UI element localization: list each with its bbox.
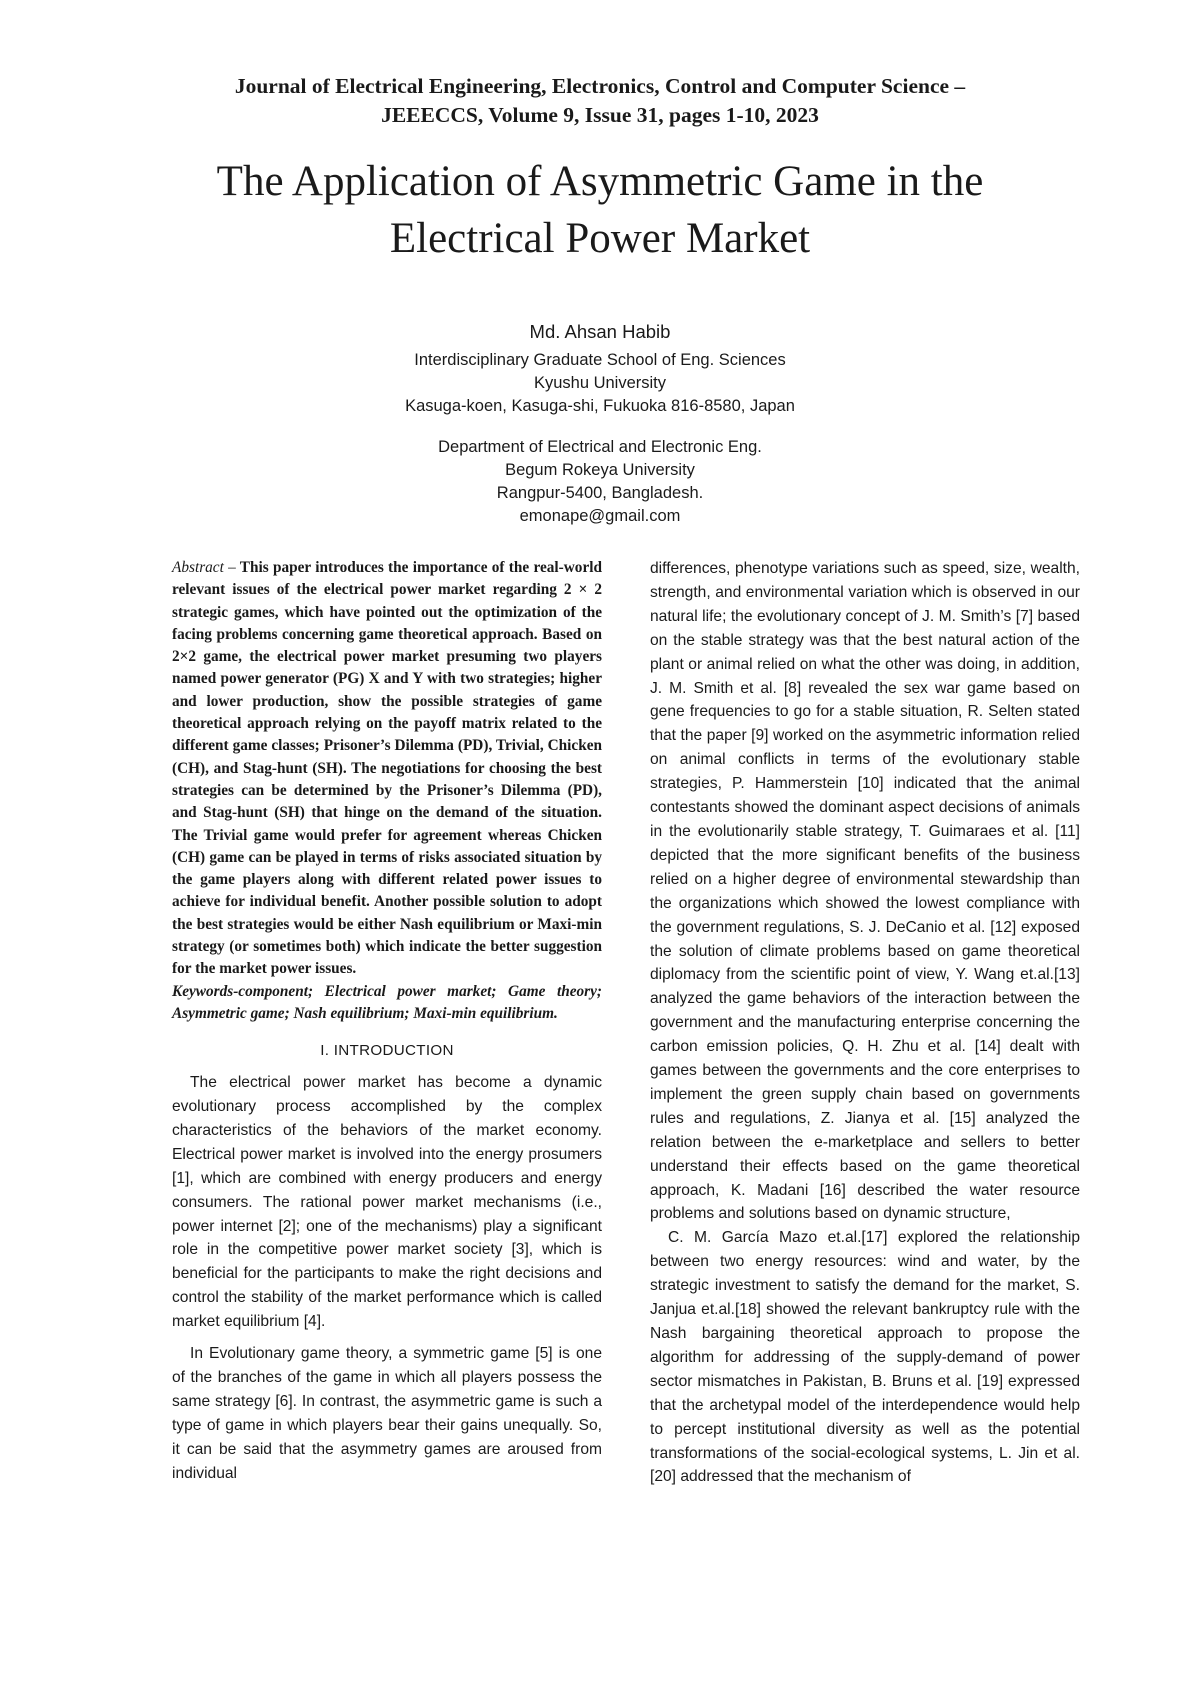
right-paragraph-1: differences, phenotype variations such as speed, size, wealth, strength, and environmental variation which is observed in our natural life; the evolutionary concept of J. M. Smith’s [7] based on the stable strategy was that the best natural action of the plant or animal relied on what the other was doing, in addition, J. M. Smith et al. [8] revealed the sex war game based on gene frequencies to go for a stable situation, R. Selten stated that the paper [9] worked on the asymmetric information relied on animal conflicts in terms of the evolutionary stable strategies, P. Hammerstein [10] indicated that the animal contestants showed the dominant aspect decisions of animals in the evolutionarily stable strategy, T. Guimaraes et al. [11] depicted that the more significant benefits of the business relied on a higher degree of environmental stewardship than the organizations which showed the lowest compliance with the government regulations, S. J. DeCanio et al. [12] exposed the solution of climate problems based on game theoretical diplomacy from the scientific point of view, Y. Wang et.al.[13] analyzed the game behaviors of the interaction between the government and the manufacturing enterprise concerning the carbon emission policies, Q. H. Zhu et al. [14] dealt with games between the governments and the core enterprises to implement the green supply chain based on governments rules and regulations, Z. Jianya et al. [15] analyzed the relation between the e-marketplace and sellers to better understand their effects based on the game theoretical approach, K. Madani [16] described the water resource problems and solutions based on dynamic structure, <box>650 560 1080 1223</box>
abstract <box>172 557 602 981</box>
journal-line-1: Journal of Electrical Engineering, Electronics, Control and Computer Science – <box>234 74 966 98</box>
intro-paragraph-2: In Evolutionary game theory, a symmetric game [5] is one of the branches of the game in which all players possess the same strategy [6]. In contrast, the asymmetric game is such a type of game in which players bear their gains unequally. So, it can be said that the asymmetry games are aroused from individual <box>172 1345 602 1482</box>
intro-paragraph-1: The electrical power market has become a dynamic evolutionary process accomplished by the complex characteristics of the behaviors of the market economy. Electrical power market is involved into the energy prosumers [1], which are combined with energy producers and energy consumers. The rational power market mechanisms (i.e., power internet [2]; one of the mechanisms) play a significant role in the competitive power market society [3], which is beneficial for the participants to make the right decisions and control the stability of the market performance which is called market equilibrium [4]. <box>172 1074 602 1331</box>
affiliation-2-line-3: Rangpur-5400, Bangladesh. <box>496 484 704 502</box>
author-block <box>300 320 900 528</box>
journal-header <box>120 72 1080 130</box>
affiliation-1-line-3: Kasuga-koen, Kasuga-shi, Fukuoka 816-8580, Japan <box>405 397 795 415</box>
affiliation-2-line-1: Department of Electrical and Electronic Eng. <box>438 438 762 456</box>
author-email: emonape@gmail.com <box>519 507 681 525</box>
right-paragraph-2: C. M. García Mazo et.al.[17] explored the relationship between two energy resources: wind and water, by the strategic investment to satisfy the demand for the market, S. Janjua et.al.[18] showed the relevant bankruptcy rule with the Nash bargaining theoretical approach to propose the algorithm for addressing of the supply-demand of power sector mismatches in Pakistan, B. Bruns et al. [19] expressed that the archetypal model of the interdependence would help to percept institutional diversity as well as the potential transformations of the social-ecological systems, L. Jin et al. [20] addressed that the mechanism of <box>650 1229 1080 1486</box>
right-column <box>650 557 1080 1489</box>
title-line-2: Electrical Power Market <box>389 215 811 262</box>
abstract-label: Abstract – <box>172 559 236 576</box>
affiliation-1-line-2: Kyushu University <box>533 374 667 392</box>
journal-line-2: JEEECCS, Volume 9, Issue 31, pages 1-10, 2023 <box>381 103 819 127</box>
section-heading-introduction: I. INTRODUCTION <box>320 1042 454 1060</box>
abstract-text: This paper introduces the importance of the real-world relevant issues of the electrical power market regarding 2 × 2 strategic games, which have pointed out the optimization of the facing problems concerning game theoretical approach. Based on 2×2 game, the electrical power market presuming two players named power generator (PG) X and Y with two strategies; higher and lower production, show the possible strategies of game theoretical approach relying on the payoff matrix related to the different game classes; Prisoner’s Dilemma (PD), Trivial, Chicken (CH), and Stag-hunt (SH). The negotiations for choosing the best strategies can be determined by the Prisoner’s Dilemma (PD), and Stag-hunt (SH) that hinge on the demand of the situation. The Trivial game would prefer for agreement whereas Chicken (CH) game can be played in terms of risks associated situation by the game players along with different related power issues to achieve for individual benefit. Another possible solution to adopt the best strategies would be either Nash equilibrium or Maxi-min strategy (or sometimes both) which indicate the better suggestion for the market power issues. <box>172 559 602 978</box>
affiliation-1-line-1: Interdisciplinary Graduate School of Eng. Sciences <box>414 351 786 369</box>
author-name: Md. Ahsan Habib <box>529 321 671 342</box>
affiliation-2-line-2: Begum Rokeya University <box>505 461 695 479</box>
left-column <box>172 557 602 1486</box>
keywords: Keywords-component; Electrical power market; Game theory; Asymmetric game; Nash equilibrium; Maxi-min equilibrium. <box>172 982 602 1022</box>
affiliation-spacer <box>300 418 900 436</box>
title-line-1: The Application of Asymmetric Game in the <box>216 158 984 205</box>
paper-title <box>100 153 1100 267</box>
